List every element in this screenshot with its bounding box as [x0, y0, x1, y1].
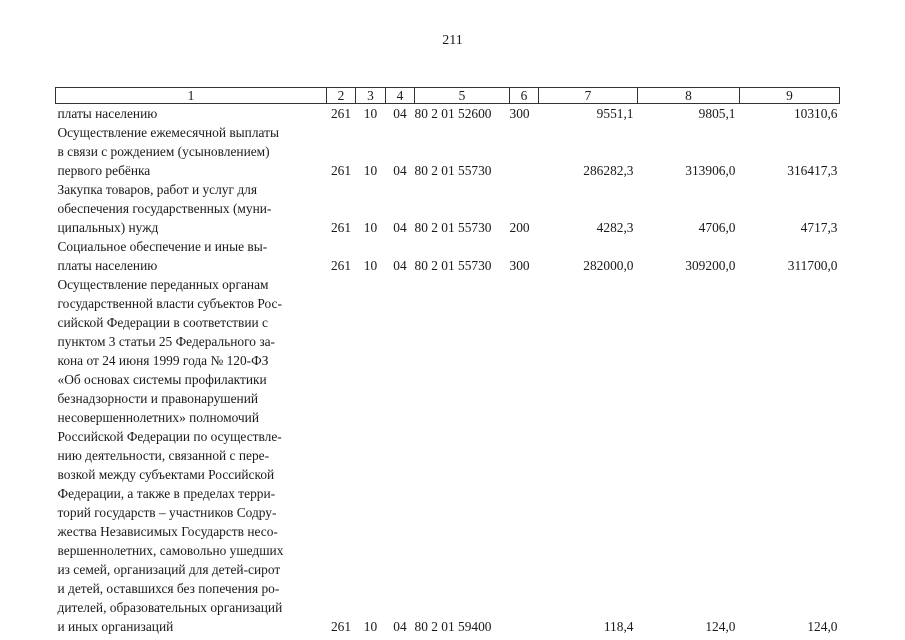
row-name-line: жества Независимых Государств несо- [57, 524, 278, 539]
row-name-line: Российской Федерации по осуществле- [57, 429, 282, 444]
amount-col-8: 9805,1 [698, 106, 736, 121]
target-article-code: 80 2 01 59400 [414, 619, 492, 634]
amount-col-8: 4706,0 [698, 220, 736, 235]
amount-col-9: 124,0 [807, 619, 838, 634]
row-name [56, 123, 327, 180]
row-name-line: дителей, образовательных организаций [57, 600, 283, 615]
amount-col-8: 309200,0 [685, 258, 736, 273]
glava-code: 261 [330, 220, 352, 235]
section-code: 10 [363, 258, 378, 273]
row-name-line: вершеннолетних, самовольно ушедших [57, 543, 284, 558]
row-name-line: сийской Федерации в соответствии с [57, 315, 268, 330]
expense-type-code: 300 [509, 258, 530, 273]
row-name-line: возкой между субъектами Российской [57, 467, 275, 482]
amount-col-7: 286282,3 [583, 163, 634, 178]
row-name-line: и иных организаций [57, 619, 174, 634]
amount-col-7: 282000,0 [583, 258, 634, 273]
column-header-1: 1 [56, 88, 327, 104]
column-header-2: 2 [327, 88, 356, 104]
glava-code: 261 [330, 106, 352, 121]
glava-code: 261 [330, 163, 352, 178]
amount-col-8: 313906,0 [685, 163, 736, 178]
glava-code: 261 [330, 258, 352, 273]
row-name-line: из семей, организаций для детей-сирот [57, 562, 281, 577]
budget-table [55, 87, 840, 636]
expense-type-code: 200 [509, 220, 530, 235]
subsection-code: 04 [393, 258, 407, 273]
expense-type-code: 300 [509, 106, 530, 121]
amount-col-9: 4717,3 [800, 220, 838, 235]
row-name-line: Федерации, а также в пределах терри- [57, 486, 276, 501]
section-code: 10 [363, 106, 378, 121]
column-header-7: 7 [539, 88, 638, 104]
row-name [56, 275, 327, 636]
expense-type-code [510, 275, 539, 636]
amount-col-7: 118,4 [603, 619, 634, 634]
row-name [56, 180, 327, 237]
row-name-line: государственной власти субъектов Рос- [57, 296, 282, 311]
amount-col-7: 9551,1 [596, 106, 634, 121]
section-code: 10 [363, 163, 378, 178]
glava-code: 261 [330, 619, 352, 634]
column-header-9: 9 [740, 88, 840, 104]
row-name-line: платы населению [57, 258, 158, 273]
column-header-4: 4 [386, 88, 415, 104]
table-header-row [56, 88, 840, 104]
subsection-code: 04 [393, 106, 407, 121]
table-row [56, 275, 840, 636]
row-name-line: «Об основах системы профилактики [57, 372, 267, 387]
row-name-line: торий государств – участников Содру- [57, 505, 277, 520]
row-name [56, 104, 327, 124]
subsection-code: 04 [393, 220, 407, 235]
expense-type-code [510, 123, 539, 180]
row-name-line: Осуществление ежемесячной выплаты [57, 125, 279, 140]
subsection-code: 04 [393, 163, 407, 178]
table-row [56, 180, 840, 237]
amount-col-9: 311700,0 [787, 258, 838, 273]
amount-col-8: 124,0 [705, 619, 736, 634]
section-code: 10 [363, 619, 378, 634]
row-name-line: пунктом 3 статьи 25 Федерального за- [57, 334, 276, 349]
subsection-code: 04 [393, 619, 407, 634]
row-name-line: первого ребёнка [57, 163, 151, 178]
column-header-3: 3 [356, 88, 386, 104]
row-name-line: в связи с рождением (усыновлением) [57, 144, 270, 159]
row-name-line: безнадзорности и правонарушений [57, 391, 259, 406]
amount-col-7: 4282,3 [596, 220, 634, 235]
table-row [56, 237, 840, 275]
row-name-line: Закупка товаров, работ и услуг для [57, 182, 257, 197]
column-header-6: 6 [510, 88, 539, 104]
row-name-line: обеспечения государственных (муни- [57, 201, 272, 216]
column-header-8: 8 [638, 88, 740, 104]
table-row [56, 104, 840, 124]
target-article-code: 80 2 01 55730 [414, 258, 492, 273]
column-header-5: 5 [415, 88, 510, 104]
target-article-code: 80 2 01 55730 [414, 163, 492, 178]
row-name-line: нию деятельности, связанной с пере- [57, 448, 270, 463]
page-number: 211 [442, 33, 463, 48]
amount-col-9: 10310,6 [793, 106, 838, 121]
target-article-code: 80 2 01 55730 [414, 220, 492, 235]
row-name-line: платы населению [57, 106, 158, 121]
row-name-line: ципальных) нужд [57, 220, 159, 235]
row-name [56, 237, 327, 275]
table-body [56, 104, 840, 637]
table-row [56, 123, 840, 180]
section-code: 10 [363, 220, 378, 235]
target-article-code: 80 2 01 52600 [414, 106, 492, 121]
row-name-line: несовершеннолетних» полномочий [57, 410, 259, 425]
row-name-line: Социальное обеспечение и иные вы- [57, 239, 268, 254]
row-name-line: кона от 24 июня 1999 года № 120-ФЗ [57, 353, 269, 368]
amount-col-9: 316417,3 [787, 163, 838, 178]
row-name-line: Осуществление переданных органам [57, 277, 269, 292]
row-name-line: и детей, оставшихся без попечения ро- [57, 581, 280, 596]
